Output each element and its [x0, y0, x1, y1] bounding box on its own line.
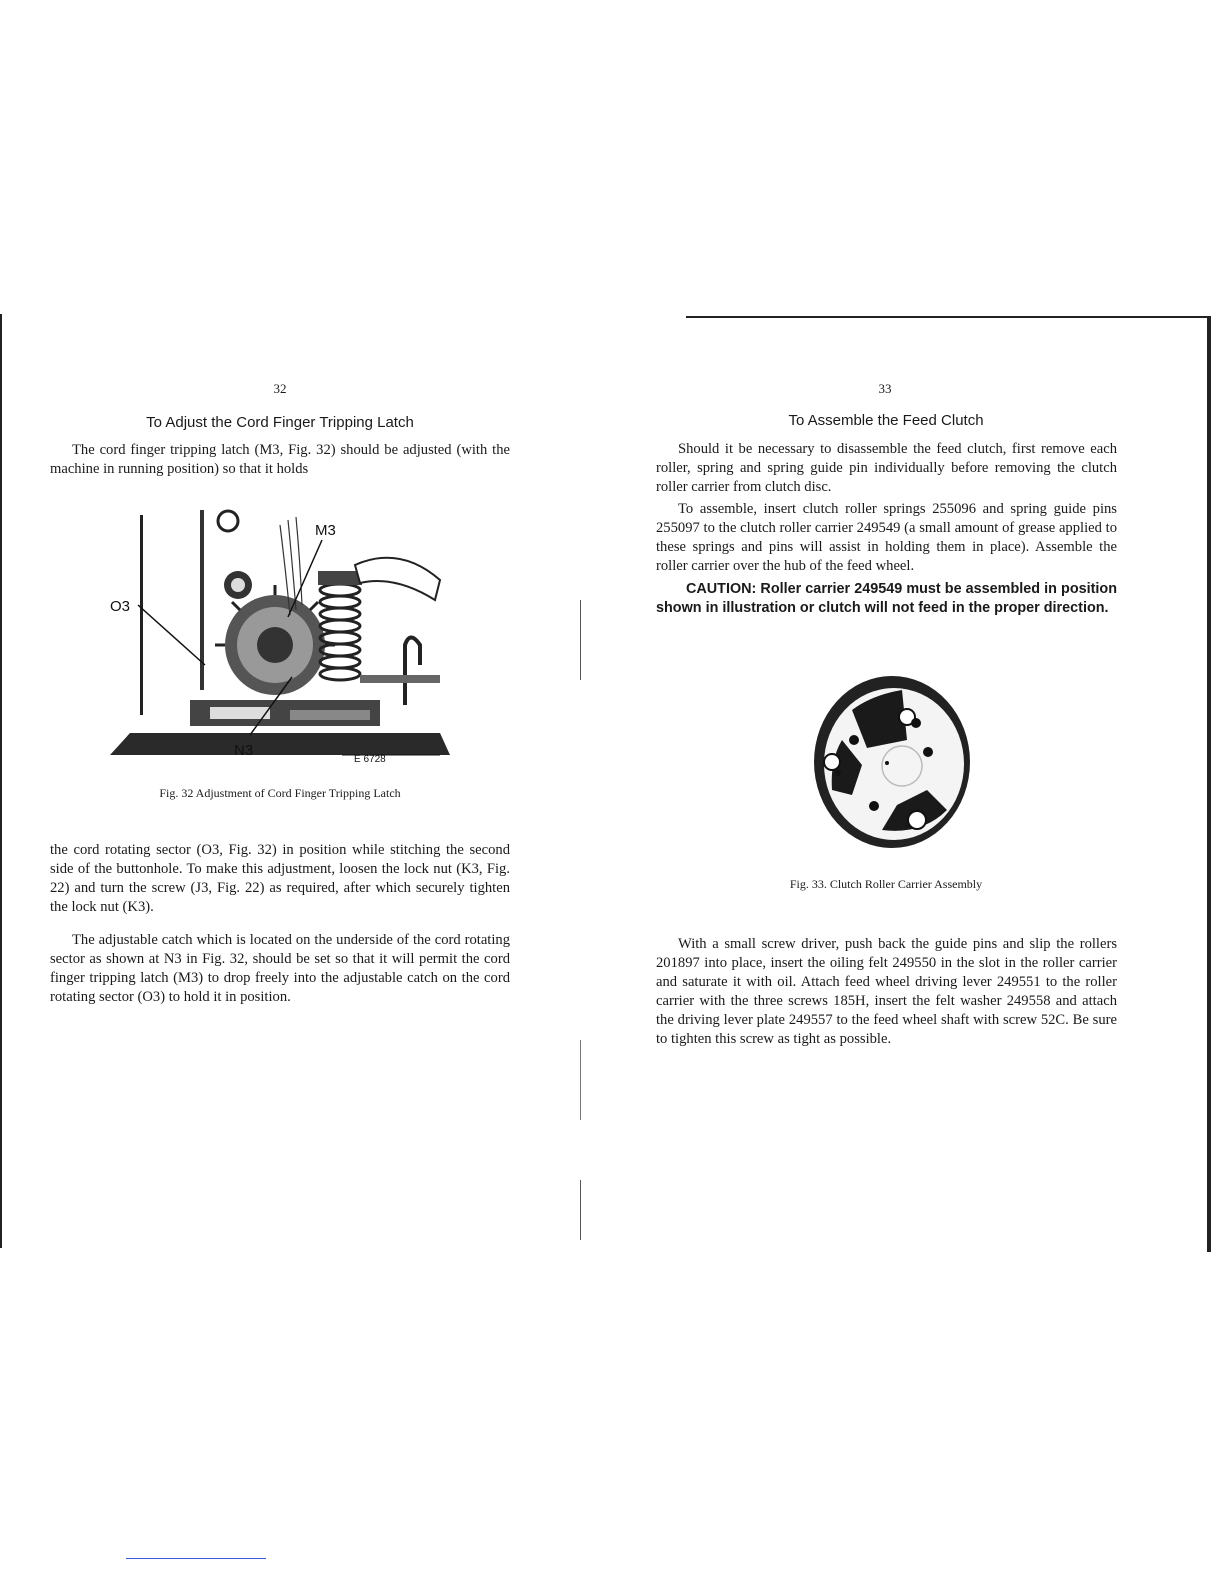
- caption-fig-33: Fig. 33. Clutch Roller Carrier Assembly: [789, 877, 983, 891]
- right-para-1-text: Should it be necessary to disassemble the feed clutch, first remove each roller, spring and spring guide pin individually before removing the clutch roller carrier from clutch disc.: [656, 441, 1117, 495]
- heading-left: To Adjust the Cord Finger Tripping Latch: [146, 414, 414, 431]
- top-scan-edge: [686, 316, 1210, 318]
- page-number-right: 33: [878, 381, 892, 396]
- left-para-2-text: the cord rotating sector (O3, Fig. 32) in position while stitching the second side of the buttonhole. To make this adjustment, loosen the lock nut (K3, Fig. 22) and turn the screw (J3, Fig. 22) as required, after which securely tighten the lock nut (K3).: [50, 842, 510, 915]
- page-number-left: 32: [273, 381, 287, 396]
- left-para-1: [50, 441, 510, 479]
- right-para-2-text: To assemble, insert clutch roller springs 255096 and spring guide pins 255097 to the clutch roller carrier 249549 (a small amount of grease applied to these springs and pins will assist in holding them in place). Assemble the roller carrier over the hub of the feed wheel.: [656, 501, 1117, 574]
- gutter-mark-2: [580, 1040, 581, 1120]
- label-m3: M3: [315, 522, 336, 539]
- caption-fig-32: Fig. 32 Adjustment of Cord Finger Tripping Latch: [159, 786, 401, 800]
- caution-text: CAUTION: Roller carrier 249549 must be assembled in position shown in illustration or clutch will not feed in the proper direction.: [656, 581, 1117, 616]
- figure-33-drawing: [812, 670, 972, 850]
- label-code: E 6728: [354, 754, 386, 765]
- figure-32: [110, 505, 450, 770]
- label-o3: O3: [110, 598, 131, 615]
- right-body-top: [656, 440, 1117, 618]
- label-n3: N3: [234, 742, 254, 759]
- gutter-mark-3: [580, 1180, 581, 1240]
- gutter-mark-1: [580, 600, 581, 680]
- left-para-1-text: The cord finger tripping latch (M3, Fig. 32) should be adjusted (with the machine in running position) so that it holds: [50, 442, 510, 477]
- right-scan-edge: [1207, 316, 1211, 1252]
- left-scan-edge: [0, 314, 2, 1248]
- right-para-3-text: With a small screw driver, push back the guide pins and slip the rollers 201897 into place, insert the oiling felt 249550 in the slot in the roller carrier and saturate it with oil. Attach feed wheel driving lever 249551 to the roller carrier with the three screws 185H, insert the felt washer 249558 and attach the driving lever plate 249557 to the feed wheel shaft with screw 52C. Be sure to tighten this screw as tight as possible.: [656, 936, 1117, 1047]
- right-body-bottom: [656, 935, 1117, 1049]
- figure-32-drawing: [110, 505, 450, 770]
- left-body-continued: [50, 841, 510, 1007]
- blue-link-line: [126, 1558, 266, 1559]
- left-para-3-text: The adjustable catch which is located on the underside of the cord rotating sector as shown at N3 in Fig. 32, should be set so that it will permit the cord finger tripping latch (M3) to drop freely into the adjustable catch on the cord rotating sector (O3) to hold it in position.: [50, 932, 510, 1005]
- figure-33: [812, 670, 972, 850]
- heading-right: To Assemble the Feed Clutch: [788, 412, 984, 429]
